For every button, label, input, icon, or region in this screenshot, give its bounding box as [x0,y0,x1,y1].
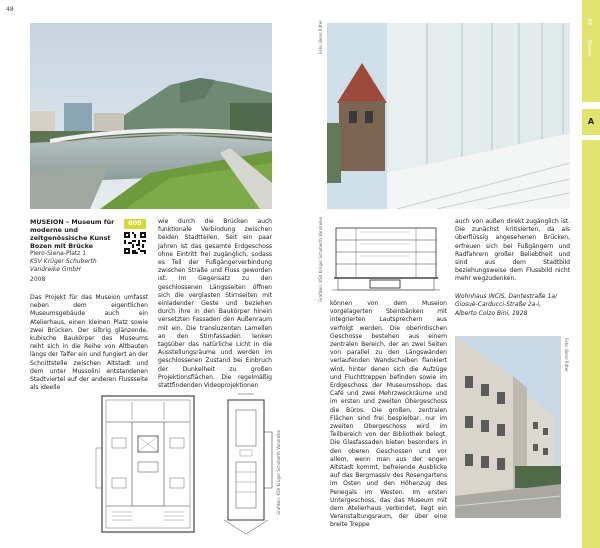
housing-title: Wohnhaus INCIS, Dantestraße 1a/ Giosuè-Carducci-Straße 2a-i, [455,293,558,308]
museion-bridge-photo [30,23,272,209]
entry-number-badge: 009 [124,219,146,229]
left-text-column-1: Das Projekt für das Museion umfasst neben dem eigentlichen Museumsgebäude auch ein Atelierhaus, einen kleinen Platz sowie zwei Brücken. Der silbrig glänzende, kubische Baukörper des Museums reiht sich in die Reihe von Altbauten längs der Talfer ein und fungiert an der Schnittstelle zwischen Altstadt und dem unter Mussolini entstandenen Stadtviertel auf der anderen Flussseite als ideelle [30,294,148,392]
floor-plan-2 [222,392,274,538]
bottom-photo-credit: Foto: Bend Ritter [564,338,569,372]
incis-housing-photo [455,336,561,518]
qr-code-icon[interactable] [124,232,146,254]
right-text-column-2: auch von außen direkt zugänglich ist. Die zunächst kritisierten, da als überflüssig angesehenen Brücken, erfreuen sich bei Fußgängern und Radfahrern großer Beliebtheit und sind aus dem Stadtbild beziehungsweise dem Flussbild nicht mehr wegzudenken. [455,218,570,283]
building-section-drawing [330,220,442,294]
entry-year: 2008 [30,276,46,283]
entry-title: MUSEION – Museum für moderne und zeitgenössische Kunst Bozen mit Brücke [30,218,115,250]
section-credit-caption: Grafiken: KSV Krüger Schuberth Vandreike [318,217,323,302]
top-photo-credit: Foto: Bend Ritter [318,20,323,54]
floor-plan-1 [92,392,204,538]
chapter-tab-strip [582,140,600,548]
chapter-page-number: 49 [586,18,592,25]
museion-facade-photo [327,23,570,209]
entry-architect: KSV Krüger Schuberth Vandreike GmbH [30,258,97,273]
chapter-letter-tab[interactable]: A [582,109,600,135]
left-text-column-2: wie durch die Brücken auch funktionale Verbindung zwischen beiden Stadtteilen. Seit ein paar Jahren ist das gesamte Erdgeschoss ohne Eintritt frei zugänglich, sodass es Teil der Fußgängerverbindung zwischen Straße und Fluss geworden ist. Im Gegensatz zu den geschlossenen Längsseiten öffnen sich die verglasten Stirnseiten mit einladender Geste und beziehen durch ihre in den Baukörper hinein versetzten Fassaden den Außenraum mit ein. Die transluzenten Lamellen an den Stirnfassaden lenken tagsüber das natürliche Licht in die Ausstellungsräume und werden im geschlossenen Zustand bei Einbruch der Dunkelheit zu großen Projektionsflächen. Die regelmäßig stattfindenden Videoprojektionen [158,218,272,390]
right-text-column-1: können von dem Museion vorgelagerten Steinbänken mit integrierten Lautsprechern aus verfolgt werden. Die oberirdischen Geschosse bestehen aus einem zentralen Bereich, der an zwei Seiten von parallel zu den Längswänden verlaufenden Wandscheiben flankiert wird, hinter denen sich die Aufzüge und Fluchttreppen befinden sowie im Erdgeschoss der Museumsshop, das Café und zwei Mehrzweckräume und im ersten und zweiten Obergeschoss die Büros. Die großen, zentralen Flächen sind frei bespielbar, nur im zweiten Obergeschoss wird im Teilbereich von der Bibliothek belegt. Die Glasfassaden bieten besonders in den oberen Geschossen und vor allem, wenn man aus der engen Altstadt kommt, befreiende Ausblicke auf das Bergmassiv des Rosengartens im Osten und den Höhenzug des Penegals im Westen. Im ersten Untergeschoss, das das Museum mit dem Atelierhaus verbindet, liegt ein Veranstaltungsraum, der über eine breite Treppe [330,300,447,529]
entry-address: Piero-Siena-Platz 1 [30,250,87,257]
chapter-tab-label: Bozen [586,40,592,57]
plan-credit-caption: Grafiken: KSV Krüger Schuberth Vandreike [276,430,281,515]
left-page-number: 48 [6,6,14,13]
housing-architect: Alberto Colzo Bini, 1928 [455,310,528,317]
